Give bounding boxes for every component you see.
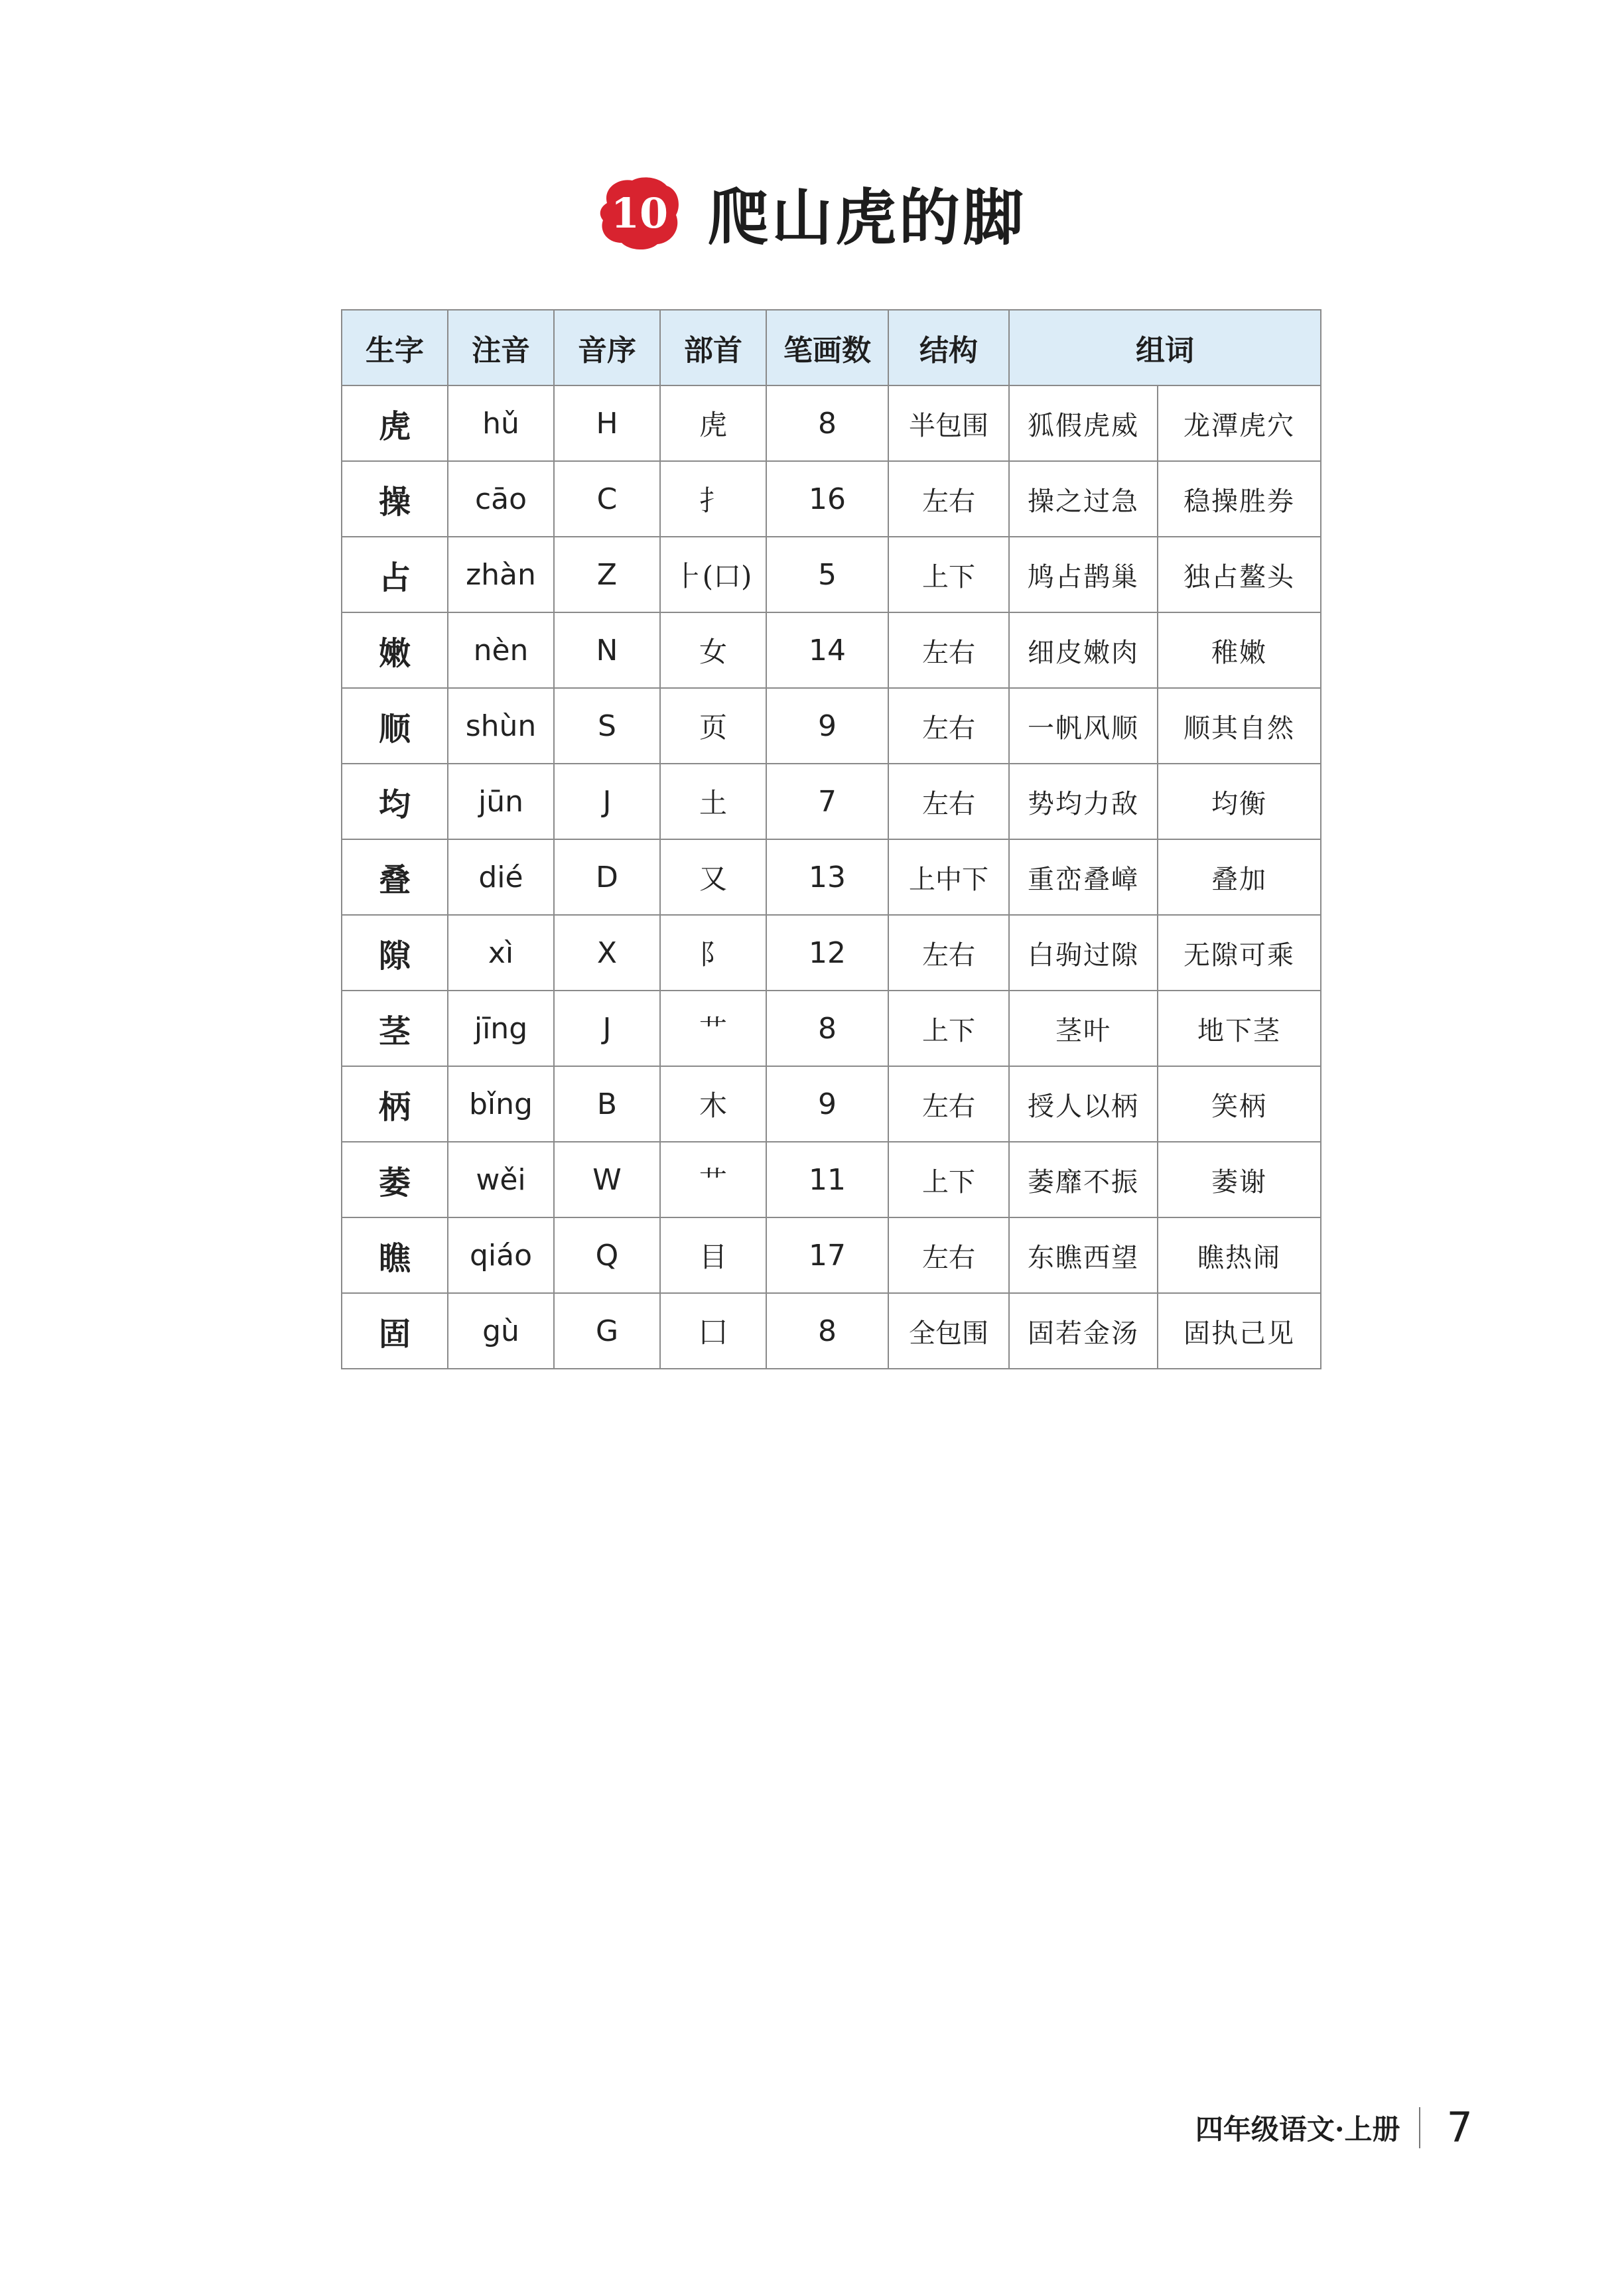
- cell-word-1: 重峦叠嶂: [1009, 839, 1158, 915]
- cell-word-1: 东瞧西望: [1009, 1217, 1158, 1293]
- cell-structure: 左右: [888, 461, 1009, 537]
- cell-letter: S: [554, 688, 660, 764]
- cell-pinyin: jīng: [448, 991, 554, 1066]
- cell-word-2: 龙潭虎穴: [1158, 385, 1321, 461]
- cell-structure: 上下: [888, 537, 1009, 612]
- cell-structure: 左右: [888, 764, 1009, 839]
- cell-word-1: 授人以柄: [1009, 1066, 1158, 1142]
- cell-stroke-count: 8: [766, 1293, 888, 1369]
- cell-pinyin: bǐng: [448, 1066, 554, 1142]
- cell-word-1: 势均力敌: [1009, 764, 1158, 839]
- table-row: [342, 915, 1321, 991]
- cell-word-2: 瞧热闹: [1158, 1217, 1321, 1293]
- cell-stroke-count: 8: [766, 991, 888, 1066]
- cell-character: 固: [342, 1293, 448, 1369]
- cell-letter: X: [554, 915, 660, 991]
- cell-word-2: 笑柄: [1158, 1066, 1321, 1142]
- cell-letter: Z: [554, 537, 660, 612]
- book-name: 四年级语文·上册: [1195, 2112, 1400, 2146]
- cell-structure: 上下: [888, 991, 1009, 1066]
- cell-pinyin: jūn: [448, 764, 554, 839]
- table-row: [342, 1142, 1321, 1217]
- cell-radical: 虎: [660, 385, 766, 461]
- cell-character: 茎: [342, 991, 448, 1066]
- cell-word-2: 均衡: [1158, 764, 1321, 839]
- table-header-row: [342, 310, 1321, 385]
- cell-letter: J: [554, 991, 660, 1066]
- cell-radical: 目: [660, 1217, 766, 1293]
- header-bushou: 部首: [660, 310, 766, 385]
- cell-character: 虎: [342, 385, 448, 461]
- cell-character: 占: [342, 537, 448, 612]
- cell-word-1: 茎叶: [1009, 991, 1158, 1066]
- cell-word-2: 稳操胜券: [1158, 461, 1321, 537]
- cell-stroke-count: 9: [766, 688, 888, 764]
- cell-stroke-count: 9: [766, 1066, 888, 1142]
- cell-stroke-count: 5: [766, 537, 888, 612]
- page-title: 爬山虎的脚: [707, 182, 1026, 253]
- table-row: [342, 385, 1321, 461]
- cell-structure: 上下: [888, 1142, 1009, 1217]
- cell-character: 操: [342, 461, 448, 537]
- table-row: [342, 1066, 1321, 1142]
- table-row: [342, 688, 1321, 764]
- cell-pinyin: hǔ: [448, 385, 554, 461]
- footer-divider: [1419, 2107, 1420, 2148]
- cell-word-2: 叠加: [1158, 839, 1321, 915]
- lesson-number: 10: [610, 188, 669, 238]
- header-shengzi: 生字: [342, 310, 448, 385]
- cell-word-2: 萎谢: [1158, 1142, 1321, 1217]
- cell-letter: C: [554, 461, 660, 537]
- cell-pinyin: xì: [448, 915, 554, 991]
- cell-pinyin: wěi: [448, 1142, 554, 1217]
- cell-character: 均: [342, 764, 448, 839]
- table-row: [342, 537, 1321, 612]
- cell-pinyin: cāo: [448, 461, 554, 537]
- cell-pinyin: nèn: [448, 612, 554, 688]
- cell-structure: 左右: [888, 612, 1009, 688]
- cell-stroke-count: 11: [766, 1142, 888, 1217]
- cell-word-2: 地下茎: [1158, 991, 1321, 1066]
- cell-structure: 全包围: [888, 1293, 1009, 1369]
- table-row: [342, 764, 1321, 839]
- header-zhuyin: 注音: [448, 310, 554, 385]
- cell-radical: 又: [660, 839, 766, 915]
- header-zuci: 组词: [1009, 310, 1321, 385]
- cell-stroke-count: 12: [766, 915, 888, 991]
- cell-stroke-count: 17: [766, 1217, 888, 1293]
- header-jiegou: 结构: [888, 310, 1009, 385]
- cell-pinyin: dié: [448, 839, 554, 915]
- cell-character: 叠: [342, 839, 448, 915]
- cell-pinyin: gù: [448, 1293, 554, 1369]
- cell-word-1: 固若金汤: [1009, 1293, 1158, 1369]
- cell-letter: B: [554, 1066, 660, 1142]
- cell-character: 隙: [342, 915, 448, 991]
- character-table: [341, 309, 1321, 1369]
- cell-character: 顺: [342, 688, 448, 764]
- cell-pinyin: qiáo: [448, 1217, 554, 1293]
- header-yinxu: 音序: [554, 310, 660, 385]
- cell-word-1: 细皮嫩肉: [1009, 612, 1158, 688]
- cell-radical: 艹: [660, 991, 766, 1066]
- table-row: [342, 461, 1321, 537]
- cell-pinyin: zhàn: [448, 537, 554, 612]
- cell-character: 柄: [342, 1066, 448, 1142]
- cell-word-1: 操之过急: [1009, 461, 1158, 537]
- page-footer: [1195, 2103, 1473, 2152]
- cell-structure: 左右: [888, 1217, 1009, 1293]
- cell-radical: 艹: [660, 1142, 766, 1217]
- cell-character: 嫩: [342, 612, 448, 688]
- lesson-number-badge: [598, 174, 681, 252]
- cell-radical: 扌: [660, 461, 766, 537]
- table-row: [342, 839, 1321, 915]
- cell-letter: H: [554, 385, 660, 461]
- cell-word-1: 狐假虎威: [1009, 385, 1158, 461]
- cell-word-2: 无隙可乘: [1158, 915, 1321, 991]
- cell-letter: N: [554, 612, 660, 688]
- cell-radical: 木: [660, 1066, 766, 1142]
- table-row: [342, 991, 1321, 1066]
- cell-word-1: 一帆风顺: [1009, 688, 1158, 764]
- cell-letter: G: [554, 1293, 660, 1369]
- cell-character: 瞧: [342, 1217, 448, 1293]
- cell-structure: 左右: [888, 1066, 1009, 1142]
- cell-stroke-count: 14: [766, 612, 888, 688]
- cell-radical: 土: [660, 764, 766, 839]
- cell-word-2: 固执己见: [1158, 1293, 1321, 1369]
- cell-letter: J: [554, 764, 660, 839]
- cell-stroke-count: 8: [766, 385, 888, 461]
- cell-letter: D: [554, 839, 660, 915]
- cell-radical: 页: [660, 688, 766, 764]
- page-number: 7: [1446, 2103, 1473, 2152]
- cell-word-1: 鸠占鹊巢: [1009, 537, 1158, 612]
- table-row: [342, 612, 1321, 688]
- cell-stroke-count: 7: [766, 764, 888, 839]
- cell-radical: 阝: [660, 915, 766, 991]
- cell-stroke-count: 16: [766, 461, 888, 537]
- cell-word-2: 独占鳌头: [1158, 537, 1321, 612]
- cell-structure: 左右: [888, 688, 1009, 764]
- cell-radical: 女: [660, 612, 766, 688]
- cell-structure: 左右: [888, 915, 1009, 991]
- cell-pinyin: shùn: [448, 688, 554, 764]
- cell-structure: 上中下: [888, 839, 1009, 915]
- table-row: [342, 1217, 1321, 1293]
- header-bihuashu: 笔画数: [766, 310, 888, 385]
- cell-radical: 囗: [660, 1293, 766, 1369]
- cell-word-1: 萎靡不振: [1009, 1142, 1158, 1217]
- cell-word-2: 稚嫩: [1158, 612, 1321, 688]
- cell-letter: Q: [554, 1217, 660, 1293]
- cell-character: 萎: [342, 1142, 448, 1217]
- lesson-title-bar: [0, 169, 1624, 257]
- cell-stroke-count: 13: [766, 839, 888, 915]
- cell-word-1: 白驹过隙: [1009, 915, 1158, 991]
- cell-letter: W: [554, 1142, 660, 1217]
- cell-radical: ⺊(口): [660, 537, 766, 612]
- cell-structure: 半包围: [888, 385, 1009, 461]
- table-row: [342, 1293, 1321, 1369]
- cell-word-2: 顺其自然: [1158, 688, 1321, 764]
